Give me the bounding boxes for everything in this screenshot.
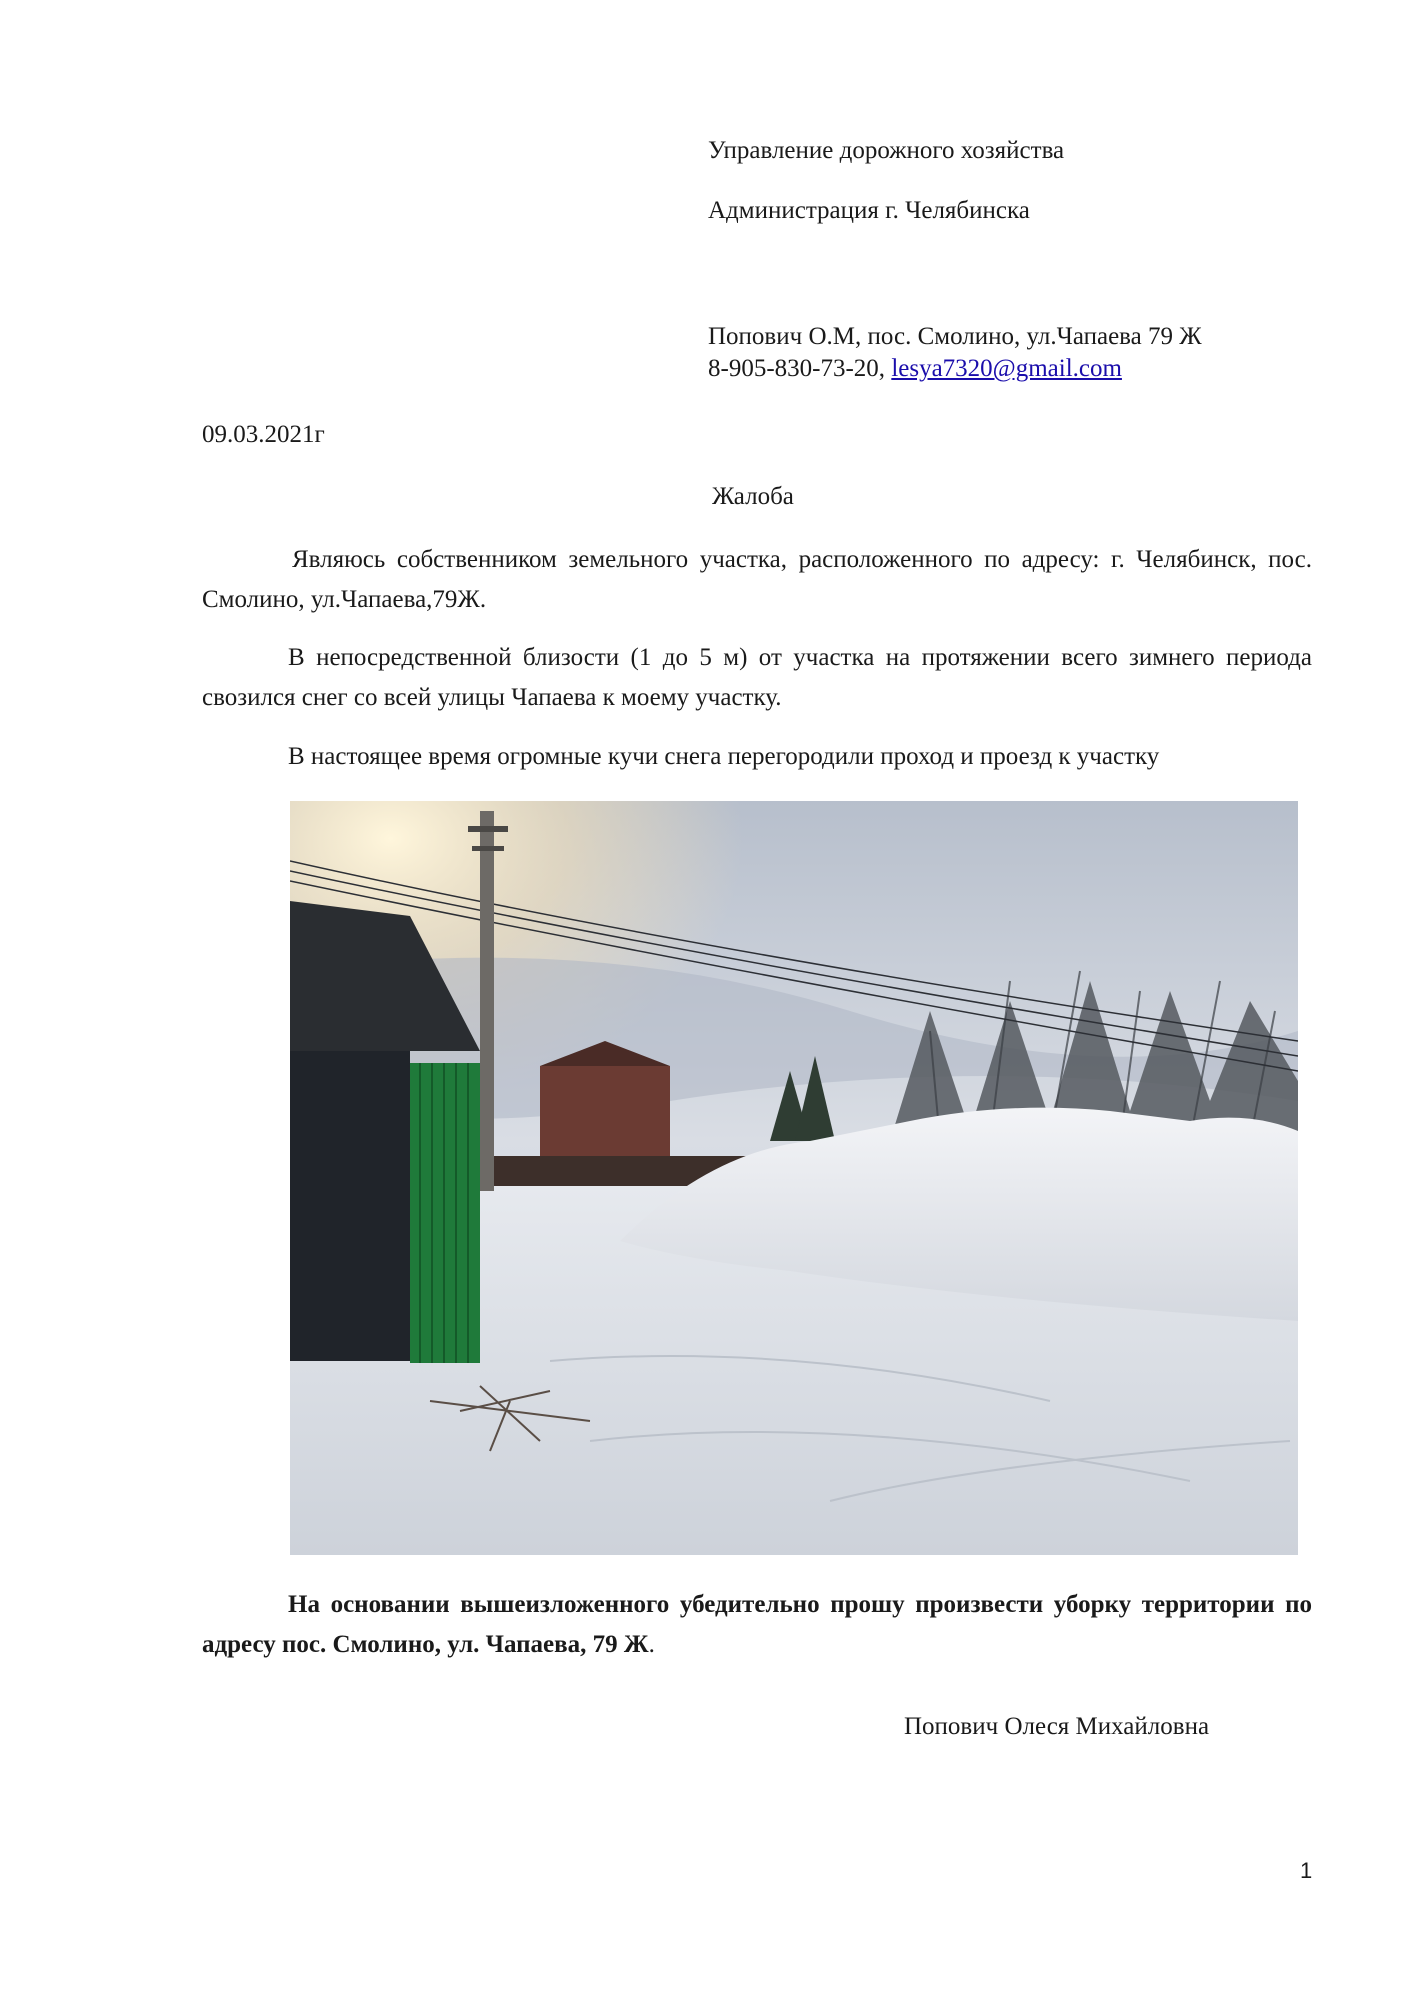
request-end: . <box>648 1631 655 1658</box>
sender-contacts <box>708 354 1122 384</box>
utility-pole <box>480 811 494 1191</box>
paragraph-blocked-access: В настоящее время огромные кучи снега перегородили проход и проезд к участку <box>288 743 1160 770</box>
paragraph-snow-dumping: В непосредственной близости (1 до 5 м) от участка на протяжении всего зимнего периода свозился снег со всей улицы Чапаева к моему участку. <box>202 644 1312 711</box>
document-title: Жалоба <box>712 483 794 510</box>
page-number: 1 <box>1300 1858 1313 1883</box>
signature: Попович Олеся Михайловна <box>904 1713 1210 1740</box>
snow-pile-photo <box>290 801 1298 1555</box>
request-text: На основании вышеизложенного убедительно прошу произвести уборку территории по адресу пос. Смолино, ул. Чапаева, 79 Ж <box>202 1591 1312 1658</box>
document-date: 09.03.2021г <box>202 421 325 448</box>
brick-house <box>540 1066 670 1156</box>
snow-pile-photo-illustration <box>290 801 1298 1555</box>
paragraph-ownership: Являюсь собственником земельного участка, расположенного по адресу: г. Челябинск, пос. Смолино, ул.Чапаева,79Ж. <box>202 546 1312 613</box>
sender-email-link[interactable]: lesya7320@gmail.com <box>891 355 1122 382</box>
shed-body <box>290 1051 410 1361</box>
request-paragraph <box>202 1585 1312 1665</box>
recipient-administration: Администрация г. Челябинска <box>708 197 1030 224</box>
recipient-department: Управление дорожного хозяйства <box>708 137 1065 164</box>
sender-name-address: Попович О.М, пос. Смолино, ул.Чапаева 79 Ж <box>708 323 1202 350</box>
sender-phone: 8-905-830-73-20, <box>708 355 892 382</box>
